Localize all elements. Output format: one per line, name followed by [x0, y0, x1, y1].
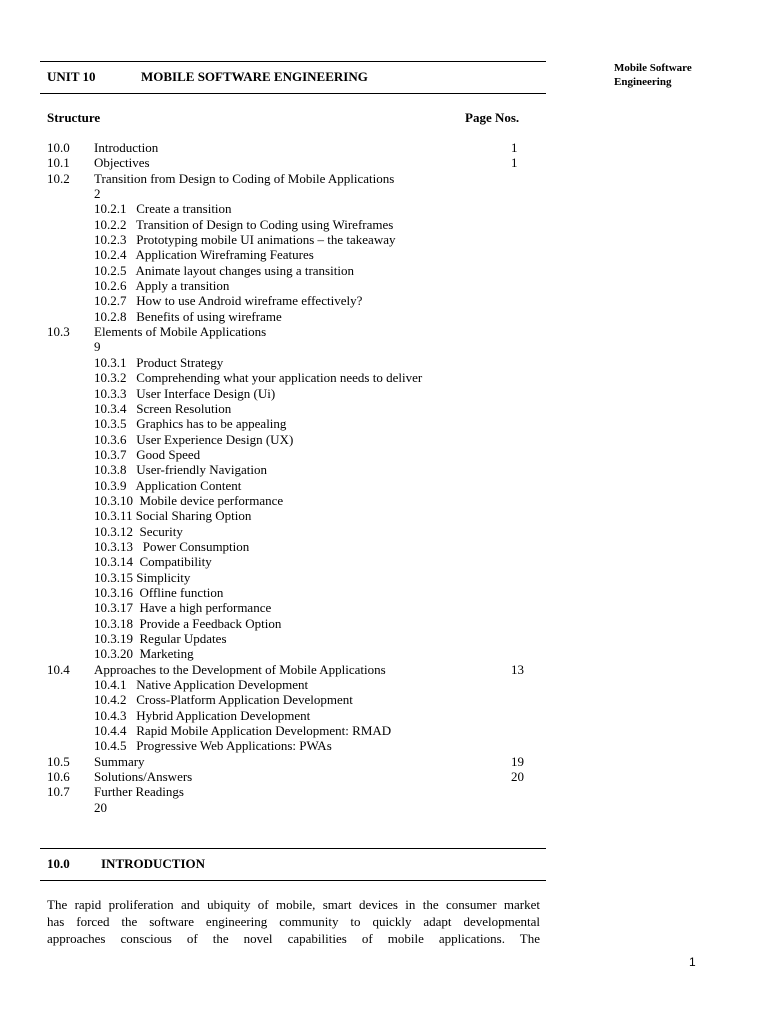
- paragraph-line: approaches conscious of the novel capabilities of mobile applications. The: [47, 931, 540, 946]
- unit-number: UNIT 10: [47, 69, 96, 84]
- toc-row: [47, 508, 537, 523]
- toc-row: [47, 140, 537, 155]
- toc-row: [47, 355, 537, 370]
- toc-section-number: 10.0: [47, 140, 70, 155]
- toc-entry-title: 10.3.14 Compatibility: [94, 554, 212, 570]
- toc-entry-title: 10.3.1 Product Strategy: [94, 354, 224, 370]
- toc-entry-title: 10.2.4 Application Wireframing Features: [94, 247, 314, 263]
- toc-row: [47, 708, 537, 723]
- paragraph-line: has forced the software engineering community to quickly adapt developmental: [47, 914, 540, 929]
- toc-entry-title: 10.3.15 Simplicity: [94, 569, 191, 585]
- unit-title: MOBILE SOFTWARE ENGINEERING: [141, 69, 368, 84]
- structure-label: Structure: [47, 110, 101, 125]
- toc-entry-title: 10.3.7 Good Speed: [94, 446, 201, 462]
- toc-row: [47, 600, 537, 615]
- toc-entry-title: 10.2.1 Create a transition: [94, 201, 232, 217]
- page-number: 1: [689, 955, 696, 969]
- intro-bottom-rule: [40, 880, 546, 881]
- top-rule: [40, 61, 546, 62]
- toc-row: [47, 616, 537, 631]
- toc-entry-title: 10.3.20 Marketing: [94, 646, 194, 662]
- toc-page-number: 9: [94, 339, 101, 355]
- table-of-contents: [47, 140, 537, 815]
- running-header-line-2: Engineering: [614, 76, 672, 88]
- toc-entry-title: Summary: [94, 753, 145, 769]
- toc-row: [47, 171, 537, 186]
- toc-entry-title: 10.2.2 Transition of Design to Coding using Wireframes: [94, 216, 394, 232]
- toc-row: [47, 784, 537, 799]
- toc-row: [47, 324, 537, 339]
- toc-page-number: 19: [511, 753, 524, 769]
- toc-row: [47, 646, 537, 661]
- running-header: [614, 61, 744, 89]
- toc-entry-title: 10.4.3 Hybrid Application Development: [94, 707, 311, 723]
- toc-section-number: 10.7: [47, 784, 70, 800]
- unit-heading-rule: [40, 93, 546, 94]
- toc-entry-title: 10.2.8 Benefits of using wireframe: [94, 308, 282, 324]
- toc-row: [47, 432, 537, 447]
- toc-row: [47, 309, 537, 324]
- toc-page-number: 2: [94, 186, 101, 202]
- toc-entry-title: 10.3.3 User Interface Design (Ui): [94, 385, 276, 401]
- toc-entry-title: 10.2.3 Prototyping mobile UI animations – the takeaway: [94, 232, 396, 248]
- toc-entry-title: 10.4.5 Progressive Web Applications: PWAs: [94, 738, 332, 754]
- toc-row: [47, 677, 537, 692]
- toc-page-number: 1: [511, 155, 518, 171]
- toc-row: [47, 278, 537, 293]
- toc-row: [47, 339, 537, 354]
- toc-entry-title: Solutions/Answers: [94, 769, 193, 785]
- running-header-line-1: Mobile Software: [614, 62, 692, 74]
- toc-entry-title: 10.3.17 Have a high performance: [94, 600, 272, 616]
- toc-section-number: 10.4: [47, 661, 70, 677]
- toc-section-number: 10.3: [47, 324, 70, 340]
- toc-row: [47, 232, 537, 247]
- toc-entry-title: Elements of Mobile Applications: [94, 324, 267, 340]
- toc-entry-title: Approaches to the Development of Mobile Applications: [94, 661, 386, 677]
- toc-entry-title: 10.3.18 Provide a Feedback Option: [94, 615, 282, 631]
- toc-row: [47, 631, 537, 646]
- toc-page-number: 1: [511, 140, 518, 155]
- toc-row: [47, 217, 537, 232]
- toc-row: [47, 738, 537, 753]
- toc-row: [47, 539, 537, 554]
- toc-entry-title: 10.3.12 Security: [94, 523, 183, 539]
- section-number: 10.0: [47, 856, 70, 871]
- page-nos-label: Page Nos.: [465, 110, 520, 125]
- toc-row: [47, 478, 537, 493]
- toc-entry-title: 10.3.4 Screen Resolution: [94, 400, 232, 416]
- toc-entry-title: Objectives: [94, 155, 150, 171]
- toc-entry-title: Introduction: [94, 140, 159, 155]
- intro-top-rule: [40, 848, 546, 849]
- toc-row: [47, 386, 537, 401]
- toc-entry-title: 10.3.13 Power Consumption: [94, 538, 250, 554]
- toc-section-number: 10.2: [47, 170, 70, 186]
- toc-entry-title: 10.3.11 Social Sharing Option: [94, 508, 252, 524]
- toc-entry-title: Transition from Design to Coding of Mobile Applications: [94, 170, 395, 186]
- toc-row: [47, 186, 537, 201]
- introduction-paragraph: [47, 896, 540, 947]
- toc-row: [47, 585, 537, 600]
- toc-row: [47, 447, 537, 462]
- toc-row: [47, 247, 537, 262]
- toc-row: [47, 293, 537, 308]
- toc-entry-title: 10.2.7 How to use Android wireframe effectively?: [94, 293, 363, 309]
- toc-entry-title: Further Readings: [94, 784, 184, 800]
- toc-section-number: 10.5: [47, 753, 70, 769]
- toc-row: [47, 692, 537, 707]
- toc-entry-title: 10.3.16 Offline function: [94, 584, 224, 600]
- toc-row: [47, 155, 537, 170]
- toc-entry-title: 10.2.5 Animate layout changes using a transition: [94, 262, 354, 278]
- section-title: INTRODUCTION: [101, 856, 206, 871]
- toc-entry-title: 10.3.8 User-friendly Navigation: [94, 462, 268, 478]
- toc-entry-title: 10.4.4 Rapid Mobile Application Development: RMAD: [94, 723, 392, 739]
- toc-row: [47, 370, 537, 385]
- toc-entry-title: 10.3.9 Application Content: [94, 477, 242, 493]
- toc-page-number: 13: [511, 661, 524, 677]
- toc-row: [47, 493, 537, 508]
- toc-row: [47, 263, 537, 278]
- toc-entry-title: 10.3.6 User Experience Design (UX): [94, 431, 294, 447]
- toc-row: [47, 401, 537, 416]
- toc-entry-title: 10.3.19 Regular Updates: [94, 631, 227, 646]
- toc-entry-title: 10.3.2 Comprehending what your application needs to deliver: [94, 370, 423, 386]
- toc-section-number: 10.6: [47, 769, 70, 785]
- toc-row: [47, 723, 537, 738]
- toc-row: [47, 554, 537, 569]
- toc-entry-title: 10.3.10 Mobile device performance: [94, 492, 284, 508]
- toc-row: [47, 416, 537, 431]
- toc-row: [47, 462, 537, 477]
- toc-row: [47, 754, 537, 769]
- paragraph-line: The rapid proliferation and ubiquity of mobile, smart devices in the consumer market: [47, 897, 540, 912]
- toc-entry-title: 10.2.6 Apply a transition: [94, 278, 230, 294]
- toc-row: [47, 662, 537, 677]
- toc-row: [47, 524, 537, 539]
- toc-page-number: 20: [511, 769, 524, 785]
- toc-entry-title: 10.3.5 Graphics has to be appealing: [94, 416, 287, 432]
- toc-row: [47, 769, 537, 784]
- toc-row: [47, 800, 537, 815]
- toc-page-number: 20: [94, 799, 107, 815]
- toc-section-number: 10.1: [47, 155, 70, 171]
- toc-row: [47, 570, 537, 585]
- toc-row: [47, 201, 537, 216]
- toc-entry-title: 10.4.2 Cross-Platform Application Development: [94, 692, 353, 708]
- toc-entry-title: 10.4.1 Native Application Development: [94, 677, 309, 693]
